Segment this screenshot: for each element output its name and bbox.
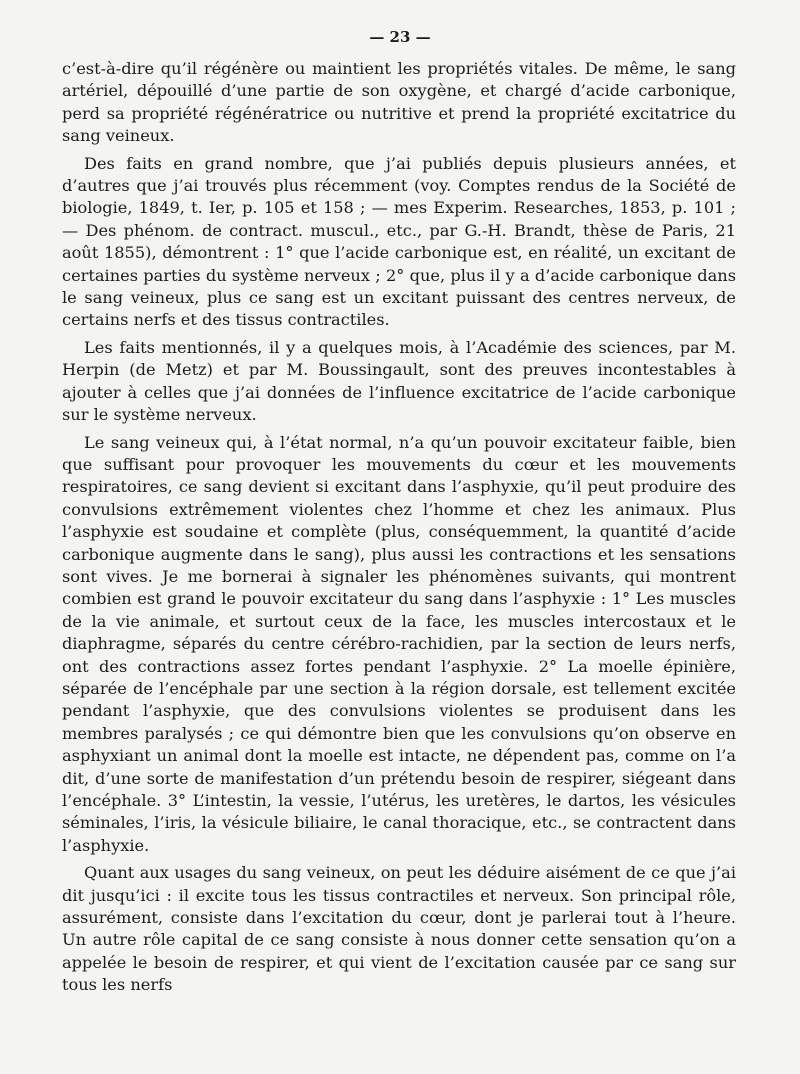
paragraph-3: Les faits mentionnés, il y a quelques mois, à l’Académie des sciences, par M. Herpin (de Metz) et par M. Boussingault, sont des preuves incontestables à ajouter à celles que j’ai données de l’influence excitatrice de l’acide carbonique sur le système nerveux. (62, 337, 736, 425)
paragraph-1: c’est-à-dire qu’il régénère ou maintient les propriétés vitales. De même, le sang artériel, dépouillé d’une partie de son oxygène, et chargé d’acide carbonique, perd sa propriété régénératrice ou nutritive et prend la propriété excitatrice du sang veineux. (62, 59, 736, 146)
paragraph-4: Le sang veineux qui, à l’état normal, n’a qu’un pouvoir excitateur faible, bien que suffisant pour provoquer les mouvements du cœur et les mouvements respiratoires, ce sang devient si excitant dans l’asphyxie, qu’il peut produire des convulsions extrêmement violentes chez l’homme et chez les animaux. Plus l’asphyxie est soudaine et complète (plus, conséquemment, la quantité d’acide carbonique augmente dans le sang), plus aussi les contractions et les sensations sont vives. Je me bornerai à signaler les phénomènes suivants, qui montrent combien est grand le pouvoir excitateur du sang dans l’asphyxie : 1° Les muscles de la vie animale, et surtout ceux de la face, les muscles intercostaux et le diaphragme, séparés du centre cérébro-rachidien, par la section de leurs nerfs, ont des contractions assez fortes pendant l’asphyxie. 2° La moelle épinière, séparée de l’encéphale par une section à la région dorsale, est tellement excitée pendant l’asphyxie, que des convulsions violentes se produisent dans les membres paralysés ; ce qui démontre bien que les convulsions qu’on observe en asphyxiant un animal dont la moelle est intacte, ne dépendent pas, comme on l’a dit, d’une sorte de manifestation d’un prétendu besoin de respirer, siégeant dans l’encéphale. 3° L’intestin, la vessie, l’utérus, les uretères, le dartos, les vésicules séminales, l’iris, la vésicule biliaire, le canal thoracique, etc., se contractent dans l’asphyxie. (62, 432, 736, 855)
body-text (62, 58, 736, 1002)
paragraph-2: Des faits en grand nombre, que j’ai publiés depuis plusieurs années, et d’autres que j’ai trouvés plus récemment (voy. Comptes rendus de la Société de biologie, 1849, t. Ier, p. 105 et 158 ; — mes Experim. Researches, 1853, p. 101 ; — Des phénom. de contract. muscul., etc., par G.-H. Brandt, thèse de Paris, 21 août 1855), démontrent : 1° que l’acide carbonique est, en réalité, un excitant de certaines parties du système nerveux ; 2° que, plus il y a d’acide carbonique dans le sang veineux, plus ce sang est un excitant puissant des centres nerveux, de certains nerfs et des tissus contractiles. (62, 153, 736, 330)
paragraph-5: Quant aux usages du sang veineux, on peut les déduire aisément de ce que j’ai dit jusqu’ici : il excite tous les tissus contractiles et nerveux. Son principal rôle, assurément, consiste dans l’excitation du cœur, dont je parlerai tout à l’heure. Un autre rôle capital de ce sang consiste à nous donner cette sensation qu’on a appelée le besoin de respirer, et qui vient de l’excitation causée par ce sang sur tous les nerfs (62, 863, 736, 995)
page-number: — 23 — (369, 28, 431, 46)
